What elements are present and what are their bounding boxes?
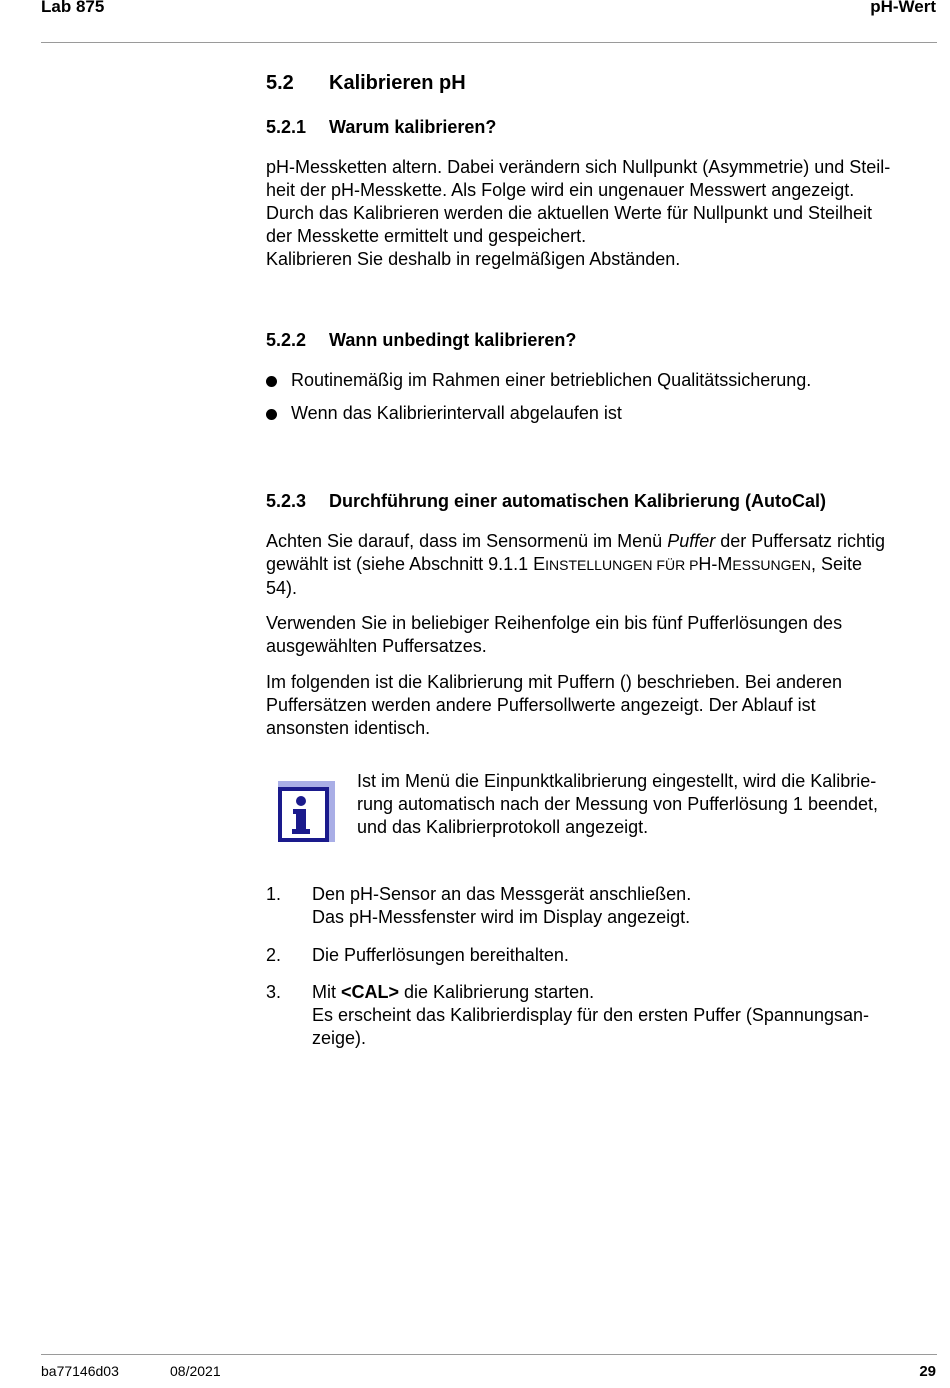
subsection-3-paragraph-1: [266, 530, 938, 600]
text-line: [266, 553, 938, 577]
header-chapter-title: pH-Wert: [870, 0, 936, 16]
subsection-1-heading: [266, 117, 938, 138]
text-line: zeige).: [312, 1028, 367, 1048]
footer-date: 08/2021: [170, 1363, 221, 1379]
text-line: heit der pH-Messkette. Als Folge wird ein ungenauer Messwert angezeigt.: [266, 180, 855, 200]
step-text: [312, 981, 938, 1050]
text-span: , Seite: [811, 554, 863, 574]
xref-part: H-M: [698, 554, 733, 574]
bullet-dot-icon: [266, 409, 277, 420]
text-line: Ist im Menü die Einpunktkalibrierung eingestellt, wird die Kalibrie-: [357, 771, 877, 791]
section-title: Kalibrieren pH: [329, 72, 466, 94]
section-heading: [266, 72, 938, 95]
subsection-1-number: 5.2.1: [266, 117, 307, 137]
text-line: Den pH-Sensor an das Messgerät anschließen.: [312, 884, 692, 904]
step-number: 1.: [266, 884, 282, 904]
subsection-3-number: 5.2.3: [266, 491, 307, 511]
text-line: und das Kalibrierprotokoll angezeigt.: [357, 817, 649, 837]
text-line: rung automatisch nach der Messung von Pufferlösung 1 beendet,: [357, 794, 879, 814]
info-icon: [278, 781, 335, 842]
text-line: Verwenden Sie in beliebiger Reihenfolge ein bis fünf Pufferlösungen des: [266, 613, 843, 633]
text-line: ausgewählten Puffersatzes.: [266, 636, 487, 656]
bullet-dot-icon: [266, 376, 277, 387]
xref-part: ESSUNGEN: [732, 557, 811, 573]
text-line: 54).: [266, 578, 298, 598]
subsection-2-number: 5.2.2: [266, 330, 307, 350]
text-span: die Kalibrierung starten.: [399, 982, 595, 1002]
text-line: Das pH-Messfenster wird im Display angezeigt.: [312, 907, 691, 927]
text-span: gewählt ist (siehe Abschnitt 9.1.1: [266, 554, 534, 574]
header-doc-title: Lab 875: [41, 0, 105, 16]
cross-reference: [533, 554, 811, 574]
text-line: ansonsten identisch.: [266, 718, 431, 738]
text-line: Die Pufferlösungen bereithalten.: [312, 945, 569, 965]
subsection-3-paragraph-2: [266, 612, 938, 658]
subsection-2-title: Wann unbedingt kalibrieren?: [329, 330, 577, 350]
section-number: 5.2: [266, 72, 294, 94]
step-number: 3.: [266, 982, 282, 1002]
text-span: Achten Sie darauf, dass im Sensormenü im Menü: [266, 531, 668, 551]
text-span: Mit: [312, 982, 341, 1002]
subsection-1-title: Warum kalibrieren?: [329, 117, 497, 137]
text-line: Im folgenden ist die Kalibrierung mit Puffern () beschrieben. Bei anderen: [266, 672, 842, 692]
footer-rule: [41, 1354, 937, 1355]
text-line: [312, 981, 938, 1004]
text-span: der Puffersatz richtig: [715, 531, 885, 551]
info-note: [357, 770, 938, 839]
subsection-3-paragraph-3: [266, 671, 938, 740]
bullet-text: Routinemäßig im Rahmen einer betrieblichen Qualitätssicherung.: [291, 370, 812, 390]
subsection-3-title: Durchführung einer automatischen Kalibrierung (AutoCal): [329, 491, 827, 511]
text-line: Kalibrieren Sie deshalb in regelmäßigen Abständen.: [266, 249, 681, 269]
text-line: pH-Messketten altern. Dabei verändern sich Nullpunkt (Asymmetrie) und Steil-: [266, 157, 891, 177]
text-line: Durch das Kalibrieren werden die aktuellen Werte für Nullpunkt und Steilheit: [266, 203, 872, 223]
text-line: der Messkette ermittelt und gespeichert.: [266, 226, 587, 246]
xref-part: E: [533, 554, 546, 574]
subsection-1-paragraph: [266, 156, 938, 271]
text-line: Puffersätzen werden andere Puffersollwerte angezeigt. Der Ablauf ist: [266, 695, 816, 715]
header-rule: [41, 42, 937, 43]
step-number: 2.: [266, 945, 282, 965]
xref-part: INSTELLUNGEN FÜR P: [545, 557, 699, 573]
footer-page-number: 29: [919, 1363, 936, 1380]
step-text: [312, 883, 938, 929]
key-label: <CAL>: [341, 982, 400, 1002]
text-line: Es erscheint das Kalibrierdisplay für den ersten Puffer (Spannungsan-: [312, 1005, 869, 1025]
step-text: [312, 944, 938, 967]
footer-doc-number: ba77146d03: [41, 1363, 119, 1379]
menu-name: Puffer: [667, 531, 716, 551]
subsection-3-heading: [266, 491, 938, 512]
subsection-2-heading: [266, 330, 938, 351]
text-line: [266, 530, 938, 553]
bullet-text: Wenn das Kalibrierintervall abgelaufen ist: [291, 403, 622, 423]
